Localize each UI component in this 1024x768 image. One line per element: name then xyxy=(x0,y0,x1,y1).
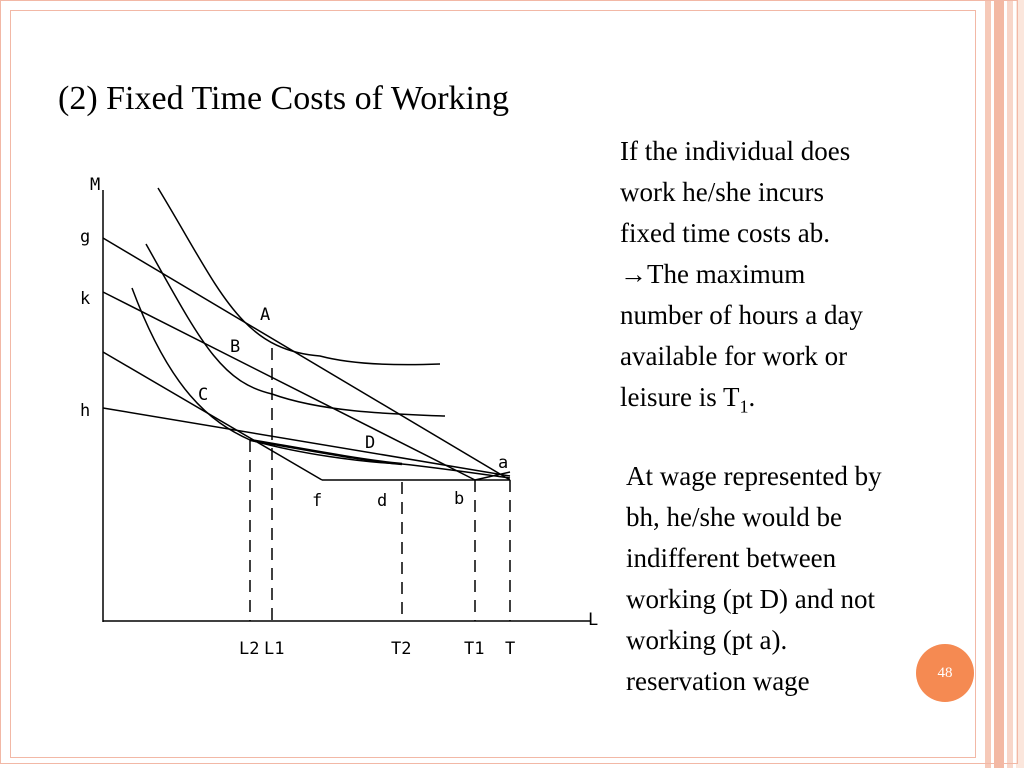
text-line: available for work or xyxy=(620,341,848,371)
y-tick-h: h xyxy=(80,401,91,421)
subscript-1: 1 xyxy=(739,396,749,417)
x-tick-T1: T1 xyxy=(464,639,485,659)
point-label-a: a xyxy=(498,453,509,473)
text-line: number of hours a day xyxy=(620,300,863,330)
text-line: working (pt a). xyxy=(626,625,788,655)
y-tick-g: g xyxy=(80,227,91,247)
indifference-curve-C xyxy=(132,288,510,478)
text-line: At wage represented by xyxy=(626,461,882,491)
text-line: indifferent between xyxy=(626,543,837,573)
text-line: reservation wage xyxy=(626,666,810,696)
point-label-d: d xyxy=(377,491,388,511)
text-line: working (pt D) and not xyxy=(626,584,875,614)
x-tick-T: T xyxy=(505,639,516,659)
x-axis-label: L xyxy=(588,610,599,630)
explanation-paragraph-1 xyxy=(620,131,950,427)
budget-line-mid xyxy=(103,352,322,480)
point-label-C: C xyxy=(198,385,209,405)
text-line: fixed time costs ab. xyxy=(620,218,830,248)
budget-line-h xyxy=(103,408,510,476)
point-label-A: A xyxy=(260,305,271,325)
x-tick-L1: L1 xyxy=(264,639,285,659)
text-line-main: leisure is T xyxy=(620,382,740,412)
budget-line-k xyxy=(103,292,475,480)
text-line: →The maximum xyxy=(620,259,806,289)
point-label-f: f xyxy=(312,491,323,511)
explanation-paragraph-2 xyxy=(626,456,966,702)
text-line: bh, he/she would be xyxy=(626,502,842,532)
slide-title: (2) Fixed Time Costs of Working xyxy=(58,80,509,117)
y-axis-label: M xyxy=(90,175,101,195)
text-line: If the individual does xyxy=(620,136,851,166)
point-label-B: B xyxy=(230,337,241,357)
text-line: work he/she incurs xyxy=(620,177,824,207)
point-label-b: b xyxy=(454,489,465,509)
labor-leisure-diagram xyxy=(60,160,610,670)
point-label-D: D xyxy=(365,433,376,453)
text-line-tail: . xyxy=(748,382,756,412)
indifference-curve-B xyxy=(146,244,445,416)
text-line xyxy=(620,377,950,427)
page-number-badge: 48 xyxy=(916,644,974,702)
y-tick-k: k xyxy=(80,289,91,309)
x-tick-L2: L2 xyxy=(239,639,260,659)
x-tick-T2: T2 xyxy=(391,639,412,659)
